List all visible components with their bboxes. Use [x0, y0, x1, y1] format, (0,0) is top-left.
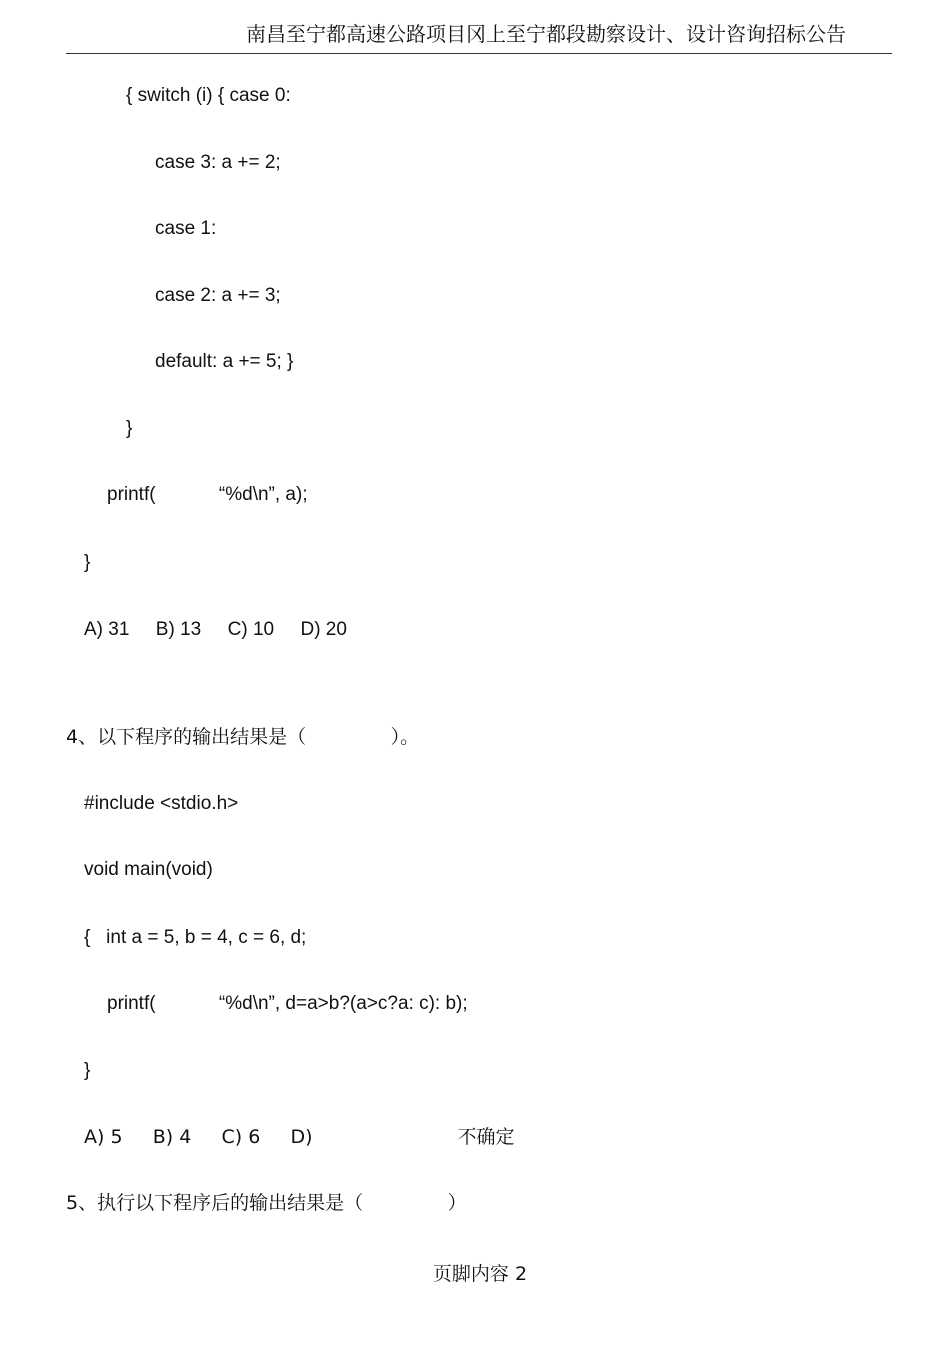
question-5-title: 5、执行以下程序后的输出结果是（ ） — [66, 1192, 467, 1214]
code-line-close-main-1: } — [84, 552, 91, 573]
code-line-printf-1: printf( “%d\n”, a); — [107, 484, 308, 505]
code-line-main: void main(void) — [84, 859, 213, 880]
code-line-close-switch: } — [126, 418, 133, 439]
code-line-close-main-2: } — [84, 1060, 91, 1081]
code-line-case-1: case 1: — [155, 218, 217, 239]
code-line-declare: { int a = 5, b = 4, c = 6, d; — [84, 927, 307, 948]
page-footer: 页脚内容 2 — [432, 1263, 528, 1285]
answer-options-q4: A) 5 B) 4 C) 6 D) 不确定 — [84, 1126, 515, 1148]
code-line-case-2: case 2: a += 3; — [155, 285, 281, 306]
code-line-switch: { switch (i) { case 0: — [126, 85, 291, 106]
code-line-case-3: case 3: a += 2; — [155, 152, 281, 173]
answer-options-q3: A) 31 B) 13 C) 10 D) 20 — [84, 619, 347, 640]
code-line-default: default: a += 5; } — [155, 351, 294, 372]
code-line-include: #include <stdio.h> — [84, 793, 239, 814]
header-divider — [66, 53, 892, 54]
header-title: 南昌至宁都高速公路项目冈上至宁都段勘察设计、设计咨询招标公告 — [246, 22, 846, 46]
code-line-printf-2: printf( “%d\n”, d=a>b?(a>c?a: c): b); — [107, 993, 468, 1014]
question-4-title: 4、以下程序的输出结果是（ ）。 — [66, 726, 420, 748]
